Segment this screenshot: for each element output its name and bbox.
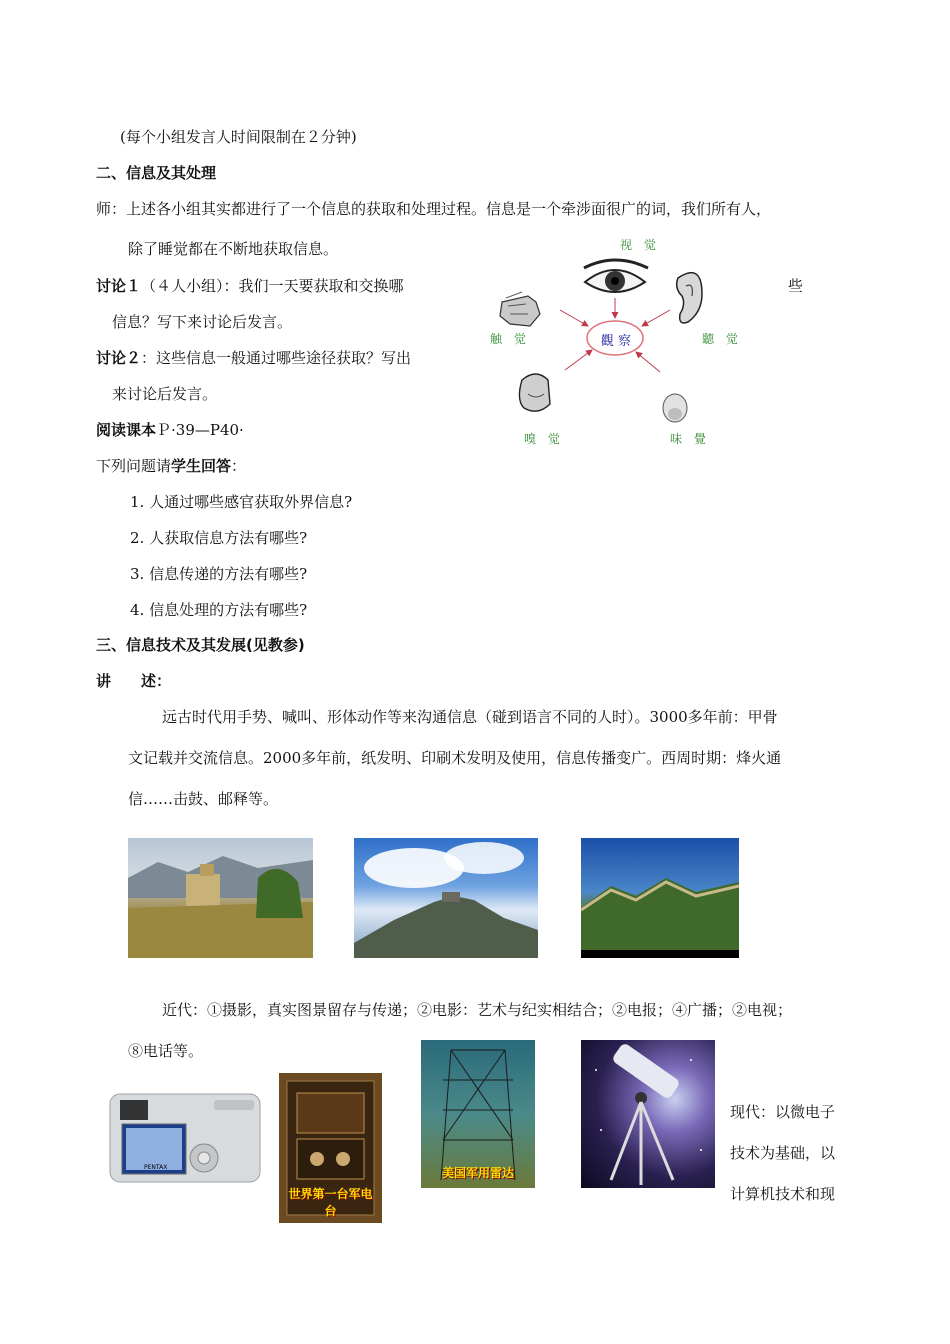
history-para-3: 信……击鼓、邮释等。 bbox=[128, 790, 279, 808]
teacher-line: 师：上述各小组其实都进行了一个信息的获取和处理过程。信息是一个牵涉面很广的词，我们所有人， bbox=[96, 200, 772, 218]
time-limit-note: (每个小组发言人时间限制在２分钟) bbox=[120, 128, 357, 146]
touch-label: 触 觉 bbox=[490, 332, 530, 346]
discussion-2-cont: 来讨论后发言。 bbox=[112, 385, 218, 403]
telegraph-photo bbox=[279, 1073, 382, 1223]
vision-label: 视 觉 bbox=[620, 238, 660, 252]
history-para-2: 文记载并交流信息。2000多年前，纸发明、印刷术发明及使用，信息传播变广。西周时期：烽火通 bbox=[128, 749, 782, 767]
discussion-1-tail: 些 bbox=[788, 277, 804, 295]
discussion-1 bbox=[96, 276, 404, 296]
contemporary-line-2: 技术为基础，以 bbox=[730, 1144, 836, 1162]
section-heading-3: 三、信息技术及其发展(见教参) bbox=[96, 636, 305, 654]
camera-photo bbox=[104, 1086, 264, 1186]
narration-label: 讲 述： bbox=[96, 672, 172, 690]
reading-pages: Ｐ·39—P40· bbox=[156, 421, 244, 439]
hearing-label: 聽 觉 bbox=[702, 332, 742, 346]
telescope-illustration bbox=[581, 1040, 715, 1188]
radar-photo bbox=[421, 1040, 535, 1188]
discussion-1-text: （４人小组）：我们一天要获取和交换哪 bbox=[141, 277, 404, 295]
questions-intro-a: 下列问题请 bbox=[96, 457, 172, 475]
hand-icon bbox=[500, 292, 540, 326]
question-3: 3. 信息传递的方法有哪些? bbox=[130, 565, 308, 583]
questions-intro bbox=[96, 456, 246, 476]
modern-era-para-1: 近代：①摄影，真实图景留存与传递；②电影：艺术与纪实相结合；②电报；④广播；②电视； bbox=[162, 1001, 793, 1019]
ancient-fort-photo bbox=[128, 838, 313, 958]
senses-diagram bbox=[480, 230, 760, 450]
smell-label: 嗅 觉 bbox=[524, 432, 564, 446]
reading-assignment bbox=[96, 420, 244, 440]
camera-illustration bbox=[104, 1086, 264, 1186]
question-1: 1. 人通过哪些感官获取外界信息? bbox=[130, 493, 353, 511]
camera-brand: PENTAX bbox=[144, 1164, 168, 1171]
teacher-line-cont: 除了睡觉都在不断地获取信息。 bbox=[128, 240, 339, 258]
discussion-1-cont: 信息？写下来讨论后发言。 bbox=[112, 313, 293, 331]
discussion-2 bbox=[96, 348, 411, 368]
ear-icon bbox=[677, 273, 702, 323]
question-4: 4. 信息处理的方法有哪些? bbox=[130, 601, 308, 619]
observe-label: 觀 察 bbox=[600, 334, 632, 349]
fort-illustration bbox=[128, 838, 313, 958]
radar-caption: 美国军用雷达 bbox=[441, 1166, 514, 1180]
section-heading-2: 二、信息及其处理 bbox=[96, 164, 217, 182]
reading-label: 阅读课本 bbox=[96, 421, 157, 439]
discussion-2-label: 讨论２ bbox=[96, 349, 142, 367]
telegraph-caption: 世界第一台军电台 bbox=[288, 1187, 373, 1218]
mouth-icon bbox=[663, 394, 687, 422]
great-wall-photo bbox=[581, 838, 739, 958]
modern-era-para-2: ⑧电话等。 bbox=[128, 1042, 204, 1060]
taste-label: 味 覺 bbox=[670, 432, 710, 446]
nose-icon bbox=[519, 374, 550, 411]
discussion-1-label: 讨论１ bbox=[96, 277, 142, 295]
question-2: 2. 人获取信息方法有哪些? bbox=[130, 529, 308, 547]
eye-icon bbox=[584, 260, 648, 292]
great-wall-illustration bbox=[581, 838, 739, 958]
discussion-2-text: ：这些信息一般通过哪些途径获取？写出 bbox=[141, 349, 412, 367]
telescope-photo bbox=[581, 1040, 715, 1188]
contemporary-line-3: 计算机技术和现 bbox=[730, 1185, 836, 1203]
contemporary-line-1: 现代：以微电子 bbox=[730, 1103, 836, 1121]
questions-intro-b: 学生回答 bbox=[171, 457, 232, 475]
beacon-illustration bbox=[354, 838, 538, 958]
history-para-1: 远古时代用手势、喊叫、形体动作等来沟通信息（碰到语言不同的人时）。3000多年前：甲骨 bbox=[162, 708, 778, 726]
questions-intro-c: ： bbox=[231, 457, 247, 475]
beacon-tower-photo bbox=[354, 838, 538, 958]
